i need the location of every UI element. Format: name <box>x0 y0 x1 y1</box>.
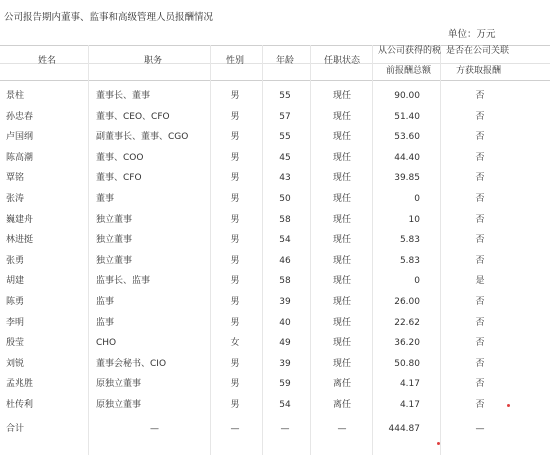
row-gender: 男 <box>230 132 240 142</box>
col-sep <box>372 45 373 455</box>
row-status: 现任 <box>332 132 351 142</box>
row-related: 否 <box>475 215 485 225</box>
row-position: 独立董事 <box>96 256 133 266</box>
row-status: 现任 <box>332 153 351 163</box>
header-related-line1: 是否在公司关联 <box>446 46 510 56</box>
row-gender: 男 <box>230 359 240 369</box>
row-position: 董事、COO <box>96 153 144 163</box>
row-name: 陈勇 <box>6 297 25 307</box>
row-position: 监事长、监事 <box>96 276 151 286</box>
row-status: 现任 <box>332 297 351 307</box>
table-title: 公司报告期内董事、监事和高级管理人员报酬情况 <box>4 12 214 23</box>
header-status: 任职状态 <box>323 56 360 66</box>
row-status: 现任 <box>332 338 351 348</box>
row-related: 否 <box>475 359 485 369</box>
row-name: 陈高潮 <box>6 153 34 163</box>
row-status: 现任 <box>332 194 351 204</box>
row-related: 否 <box>475 338 485 348</box>
row-pay: 90.00 <box>394 91 420 101</box>
col-sep <box>310 45 311 455</box>
col-sep <box>210 45 211 455</box>
row-name: 覃铭 <box>6 173 25 183</box>
row-gender: 男 <box>230 215 240 225</box>
row-age: 59 <box>279 379 291 389</box>
header-related-line2: 方获取报酬 <box>456 66 502 76</box>
header-bottom-border <box>0 80 550 81</box>
row-age: 55 <box>279 91 291 101</box>
row-gender: 男 <box>230 194 240 204</box>
row-status: 现任 <box>332 235 351 245</box>
row-status: 现任 <box>332 173 351 183</box>
row-related: 否 <box>475 297 485 307</box>
row-related: 否 <box>475 379 485 389</box>
row-gender: 男 <box>230 235 240 245</box>
row-name: 张勇 <box>6 256 25 266</box>
row-related: 否 <box>475 132 485 142</box>
row-pay: 50.80 <box>394 359 420 369</box>
row-age: 58 <box>279 215 291 225</box>
row-age: 49 <box>279 338 291 348</box>
row-gender: 男 <box>230 173 240 183</box>
row-name: 景柱 <box>6 91 25 101</box>
row-position: 原独立董事 <box>96 400 142 410</box>
row-position: 董事、CFO <box>96 173 142 183</box>
header-age: 年龄 <box>275 56 294 66</box>
row-pay: 44.40 <box>394 153 420 163</box>
row-name: 孟兆胜 <box>6 379 34 389</box>
row-name: 李明 <box>6 318 25 328</box>
row-age: 54 <box>279 235 291 245</box>
row-gender: 男 <box>230 379 240 389</box>
row-name: 巍建舟 <box>6 215 34 225</box>
header-position: 职务 <box>144 56 163 66</box>
row-status: 离任 <box>332 400 351 410</box>
col-sep <box>440 45 441 455</box>
row-gender: 女 <box>230 338 240 348</box>
row-pay: 26.00 <box>394 297 420 307</box>
row-position: CHO <box>96 338 117 348</box>
row-pay: 5.83 <box>399 256 420 266</box>
row-position: 董事会秘书、CIO <box>96 359 167 369</box>
header-name: 姓名 <box>38 56 57 66</box>
header-pay-line1: 从公司获得的税 <box>378 46 442 56</box>
row-name: 胡建 <box>6 276 25 286</box>
row-position: 独立董事 <box>96 235 133 245</box>
row-position: 董事长、董事 <box>96 91 151 101</box>
row-related: 否 <box>475 256 485 266</box>
row-position: 监事 <box>96 318 115 328</box>
row-age: 58 <box>279 276 291 286</box>
row-pay: 39.85 <box>394 173 420 183</box>
row-name: 卢国纲 <box>6 132 34 142</box>
row-related: 否 <box>475 91 485 101</box>
row-status: 现任 <box>332 91 351 101</box>
row-pay: 5.83 <box>399 235 420 245</box>
row-name: 刘锐 <box>6 359 25 369</box>
total-position: — <box>150 424 159 434</box>
row-related: 否 <box>475 318 485 328</box>
row-position: 监事 <box>96 297 115 307</box>
row-status: 离任 <box>332 379 351 389</box>
row-age: 45 <box>279 153 291 163</box>
row-gender: 男 <box>230 91 240 101</box>
row-status: 现任 <box>332 215 351 225</box>
row-pay: 53.60 <box>394 132 420 142</box>
row-age: 39 <box>279 297 291 307</box>
col-sep <box>262 45 263 455</box>
row-pay: 22.62 <box>394 318 420 328</box>
row-age: 46 <box>279 256 291 266</box>
row-pay: 51.40 <box>394 112 420 122</box>
row-name: 殷莹 <box>6 338 25 348</box>
row-pay: 0 <box>414 194 420 204</box>
row-related: 否 <box>475 194 485 204</box>
row-gender: 男 <box>230 276 240 286</box>
row-position: 副董事长、董事、CGO <box>96 132 189 142</box>
total-label: 合计 <box>6 424 25 434</box>
row-gender: 男 <box>230 400 240 410</box>
header-gender: 性别 <box>225 56 244 66</box>
row-pay: 36.20 <box>394 338 420 348</box>
row-position: 董事 <box>96 194 115 204</box>
row-position: 原独立董事 <box>96 379 142 389</box>
row-status: 现任 <box>332 112 351 122</box>
row-age: 43 <box>279 173 291 183</box>
row-status: 现任 <box>332 359 351 369</box>
total-age: — <box>280 424 290 434</box>
total-related: — <box>475 424 485 434</box>
row-gender: 男 <box>230 112 240 122</box>
unit-label: 单位：万元 <box>448 29 496 40</box>
row-pay: 4.17 <box>399 400 420 410</box>
row-age: 50 <box>279 194 291 204</box>
row-age: 39 <box>279 359 291 369</box>
row-age: 54 <box>279 400 291 410</box>
decorative-dot <box>507 404 510 407</box>
row-gender: 男 <box>230 153 240 163</box>
row-name: 杜传利 <box>6 400 34 410</box>
row-status: 现任 <box>332 256 351 266</box>
total-gender: — <box>230 424 240 434</box>
row-pay: 10 <box>408 215 420 225</box>
row-age: 40 <box>279 318 291 328</box>
row-pay: 4.17 <box>399 379 420 389</box>
row-name: 孙忠春 <box>6 112 34 122</box>
row-age: 55 <box>279 132 291 142</box>
row-related: 否 <box>475 400 485 410</box>
row-age: 57 <box>279 112 291 122</box>
row-gender: 男 <box>230 256 240 266</box>
row-related: 否 <box>475 173 485 183</box>
row-gender: 男 <box>230 318 240 328</box>
row-gender: 男 <box>230 297 240 307</box>
row-status: 现任 <box>332 318 351 328</box>
row-pay: 0 <box>414 276 420 286</box>
row-related: 否 <box>475 153 485 163</box>
row-position: 董事、CEO、CFO <box>96 112 170 122</box>
row-status: 现任 <box>332 276 351 286</box>
col-sep <box>88 45 89 455</box>
row-related: 否 <box>475 235 485 245</box>
row-position: 独立董事 <box>96 215 133 225</box>
total-pay: 444.87 <box>388 424 420 434</box>
total-status: — <box>337 424 347 434</box>
row-name: 张涛 <box>6 194 25 204</box>
row-name: 林进挺 <box>6 235 34 245</box>
row-related: 否 <box>475 112 485 122</box>
decorative-dot <box>437 442 440 445</box>
header-pay-line2: 前报酬总额 <box>386 66 432 76</box>
row-related: 是 <box>475 276 485 286</box>
